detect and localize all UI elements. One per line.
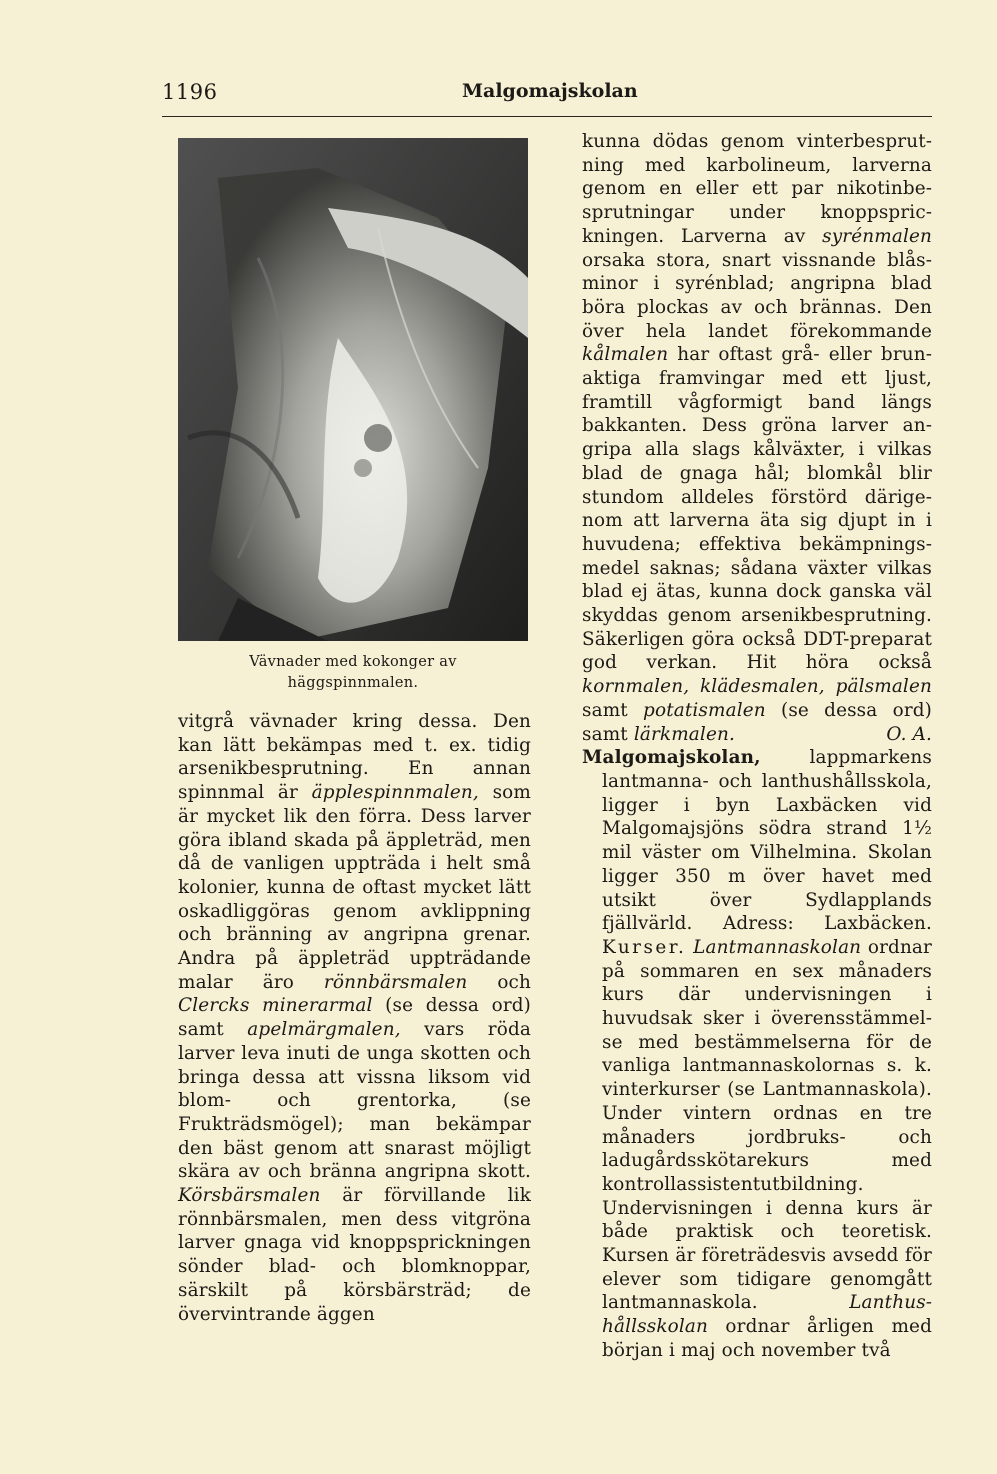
spaced-subheading: Kurser.: [602, 936, 687, 958]
caption-line: Vävnader med kokonger av: [249, 654, 457, 670]
text-run: ordnar årligen med början i maj och november två: [602, 1316, 932, 1361]
italic-term: kålmalen: [582, 344, 669, 366]
text-run: och: [467, 971, 531, 993]
author-signature: O. A.: [886, 723, 932, 745]
italic-term: kornmalen, klädesmalen, pälsmalen: [582, 676, 932, 698]
text-run: (se dessa ord) samt: [178, 995, 532, 1041]
text-run: som är mycket lik den förra. Dess larver göra ibland skada på äppleträd, men då de vanligen uppträda i helt små kolonier, kunna de oftast mycket lätt oskadliggöras genom avklippning och bränning av angripna grenar. Andra på äppleträd uppträdande malar äro: [178, 782, 531, 993]
photo-figure: [178, 138, 528, 641]
text-run: lappmarkens lantmanna- och lanthushållsskola, ligger i byn Laxbäcken vid Malgomajsjöns södra strand 1½ mil väster om Vilhelmina. Skolan ligger 350 m över havet med utsikt över Sydlapplands fjällvärld. Adress: Laxbäcken.: [602, 747, 932, 935]
italic-term: rönnbärsmalen: [323, 971, 468, 993]
italic-term: potatismalen: [643, 699, 766, 721]
text-run: är förvillande lik rönnbärsmalen, men dess vitgröna larver gnaga vid knoppsprickningen sönder blad- och blomknoppar, särskilt på körsbärsträd; de övervintrande äggen: [178, 1185, 531, 1325]
text-run: har oftast grå- eller brunaktiga framvingar med ett ljust, framtill vågformigt band längs bakkanten. Dess gröna larver angripa alla slags kålväxter, i vilkas blad de gnaga hål; blomkål blir stundom alldeles förstörd därigenom att larverna äta sig djupt in i huvudena; effektiva bekämpningsmedel saknas; sådana växter vilkas blad ej ätas, kunna dock ganska väl skyddas genom arsenikbesprutning. Säkerligen göra också DDT-preparat god verkan. Hit höra också: [582, 344, 932, 674]
left-paragraph: [178, 710, 531, 1326]
running-title: Malgomajskolan: [462, 80, 638, 102]
text-run: vars röda larver leva inuti de unga skotten och bringa dessa att vissna liksom vid blom- och grentorka, (se Frukträdsmögel); man bekämpar den bäst genom att snarast möjligt skära av och bränna angripna skott.: [178, 1019, 531, 1183]
italic-term: syrénmalen: [822, 225, 932, 247]
text-run: (se dessa ord) samt: [582, 699, 933, 745]
right-paragraph: [582, 130, 932, 746]
italic-term: Lantmannaskolan: [693, 936, 862, 958]
encyclopedia-entry: [582, 746, 932, 1362]
italic-term: Clercks minerarmal: [178, 995, 373, 1017]
italic-term: lärkmalen.: [633, 723, 735, 745]
page-number: 1196: [162, 80, 218, 104]
text-run: ordnar på sommaren en sex månaders kurs där undervisningen i huvudsak sker i överensstämmelse med bestämmelserna för de vanliga lantmannaskolornas s. k. vinterkurser (se Lantmannaskola). Under vintern ordnas en tre månaders jordbruks- och ladugårdsskötarekurs med kontrollassistentutbildning. Undervisningen i denna kurs är både praktisk och teoretisk. Kursen är företrädesvis avsedd för elever som tidigare genomgått lantmannaskola.: [602, 936, 932, 1314]
italic-term: apelmärgmalen,: [247, 1019, 401, 1041]
text-run: orsaka stora, snart vissnande blåsminor i syrénblad; angripna blad böra plockas av och brännas. Den över hela landet förekommande: [582, 249, 932, 342]
caption-line: häggspinnmalen.: [287, 675, 419, 691]
left-column: [178, 710, 531, 1326]
italic-term: Körsbärsmalen: [178, 1185, 321, 1207]
figure-caption: [178, 652, 528, 694]
text-run: kunna dödas genom vinterbesprutning med karbolineum, larverna genom en eller ett par nikotinbesprutningar under knoppsprickningen. Larverna av: [582, 131, 932, 247]
entry-headword: Malgomajskolan,: [582, 747, 761, 769]
right-column: [582, 130, 932, 1363]
italic-term: Lanthushållsskolan: [602, 1292, 932, 1338]
header-rule: [162, 116, 932, 117]
text-run: vitgrå vävnader kring dessa. Den kan lätt bekämpas med t. ex. tidig arsenikbesprutning. En annan spinnmal är: [178, 711, 531, 804]
web-nest-photo: [178, 138, 528, 641]
text-run: samt: [582, 699, 644, 721]
italic-term: äpplespinnmalen,: [311, 782, 479, 804]
